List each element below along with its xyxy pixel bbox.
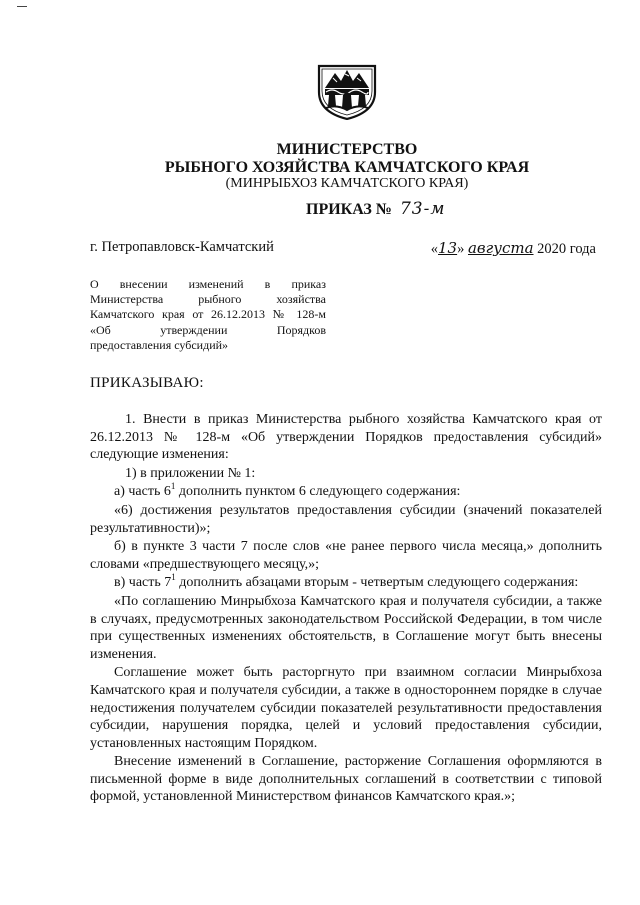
paragraph-9: Внесение изменений в Соглашение, расторжение Соглашения оформляются в письменной форме в виде дополнительных соглашений в соответствии с типовой формой, установленной Министерством финансов Камчатского края.»; (90, 754, 602, 805)
date-month: августа (467, 239, 534, 257)
subject-line: О внесении изменений в приказ (90, 277, 326, 291)
scan-mark (17, 6, 27, 7)
paragraph-1: 1. Внести в приказ Министерства рыбного хозяйства Камчатского края от 26.12.2013 № 128-м «Об утверждении Порядков предоставления субсидий» следующие изменения: (90, 412, 602, 463)
order-body (90, 411, 602, 807)
date-quote-open: « (430, 241, 439, 257)
date-quote-close: » (457, 241, 465, 257)
date-day: 13 (438, 239, 458, 257)
paragraph-4: «6) достижения результатов предоставления субсидии (значений показателей результативности)»; (90, 502, 602, 536)
paragraph-6 (90, 574, 602, 592)
paragraph-2: 1) в приложении № 1: (125, 465, 256, 481)
paragraph-6-text: в) часть 7 (114, 575, 172, 591)
kamchatka-coat-of-arms-icon (316, 62, 378, 120)
subject-line: Министерства рыбного хозяйства (90, 292, 326, 307)
paragraph-3-text: а) часть 6 (114, 484, 171, 500)
order-label: ПРИКАЗ № (306, 201, 392, 218)
paragraph-3-sup: 1 (170, 481, 176, 492)
subject-line: «Об утверждении Порядков (90, 322, 326, 337)
paragraph-3 (90, 483, 602, 501)
order-date (431, 239, 596, 258)
paragraph-8: Соглашение может быть расторгнуто при взаимном согласии Минрыбхоза Камчатского края и получателя субсидии, а также в одностороннем порядке в случае недостижения получателем субсидии показателей результативности предоставления субсидии, нарушения порядка, целей и условий предоставления субсидии, установленных настоящим Порядком. (90, 665, 602, 751)
ministry-subtitle: РЫБНОГО ХОЗЯЙСТВА КАМЧАТСКОГО КРАЯ (164, 159, 530, 176)
order-number: 73-м (399, 199, 446, 219)
paragraph-6-sup: 1 (171, 572, 176, 583)
subject-line: предоставления субсидий» (90, 337, 229, 352)
order-heading (306, 199, 445, 219)
command-word: ПРИКАЗЫВАЮ: (90, 375, 204, 391)
date-year: 2020 года (537, 241, 596, 257)
subject-line: Камчатского края от 26.12.2013 № 128-м (90, 307, 326, 322)
paragraph-3-rest: дополнить пунктом 6 следующего содержания: (175, 484, 461, 500)
ministry-short-name: (МИНРЫБХОЗ КАМЧАТСКОГО КРАЯ) (225, 176, 469, 191)
paragraph-5: б) в пункте 3 части 7 после слов «не ранее первого числа месяца,» дополнить словами «предшествующего месяцу,»; (90, 539, 602, 572)
ministry-title: МИНИСТЕРСТВО (276, 141, 418, 158)
place-of-issue: г. Петропавловск-Камчатский (90, 239, 274, 255)
paragraph-6-rest: дополнить абзацами вторым - четвертым следующего содержания: (175, 575, 579, 591)
paragraph-7: «По соглашению Минрыбхоза Камчатского края и получателя субсидии, а также в случаях, предусмотренных законодательством Российской Федерации, в том числе при существенных изменениях обстоятельств, в Соглашение могут быть внесены изменения. (90, 593, 602, 662)
order-subject (90, 277, 326, 353)
